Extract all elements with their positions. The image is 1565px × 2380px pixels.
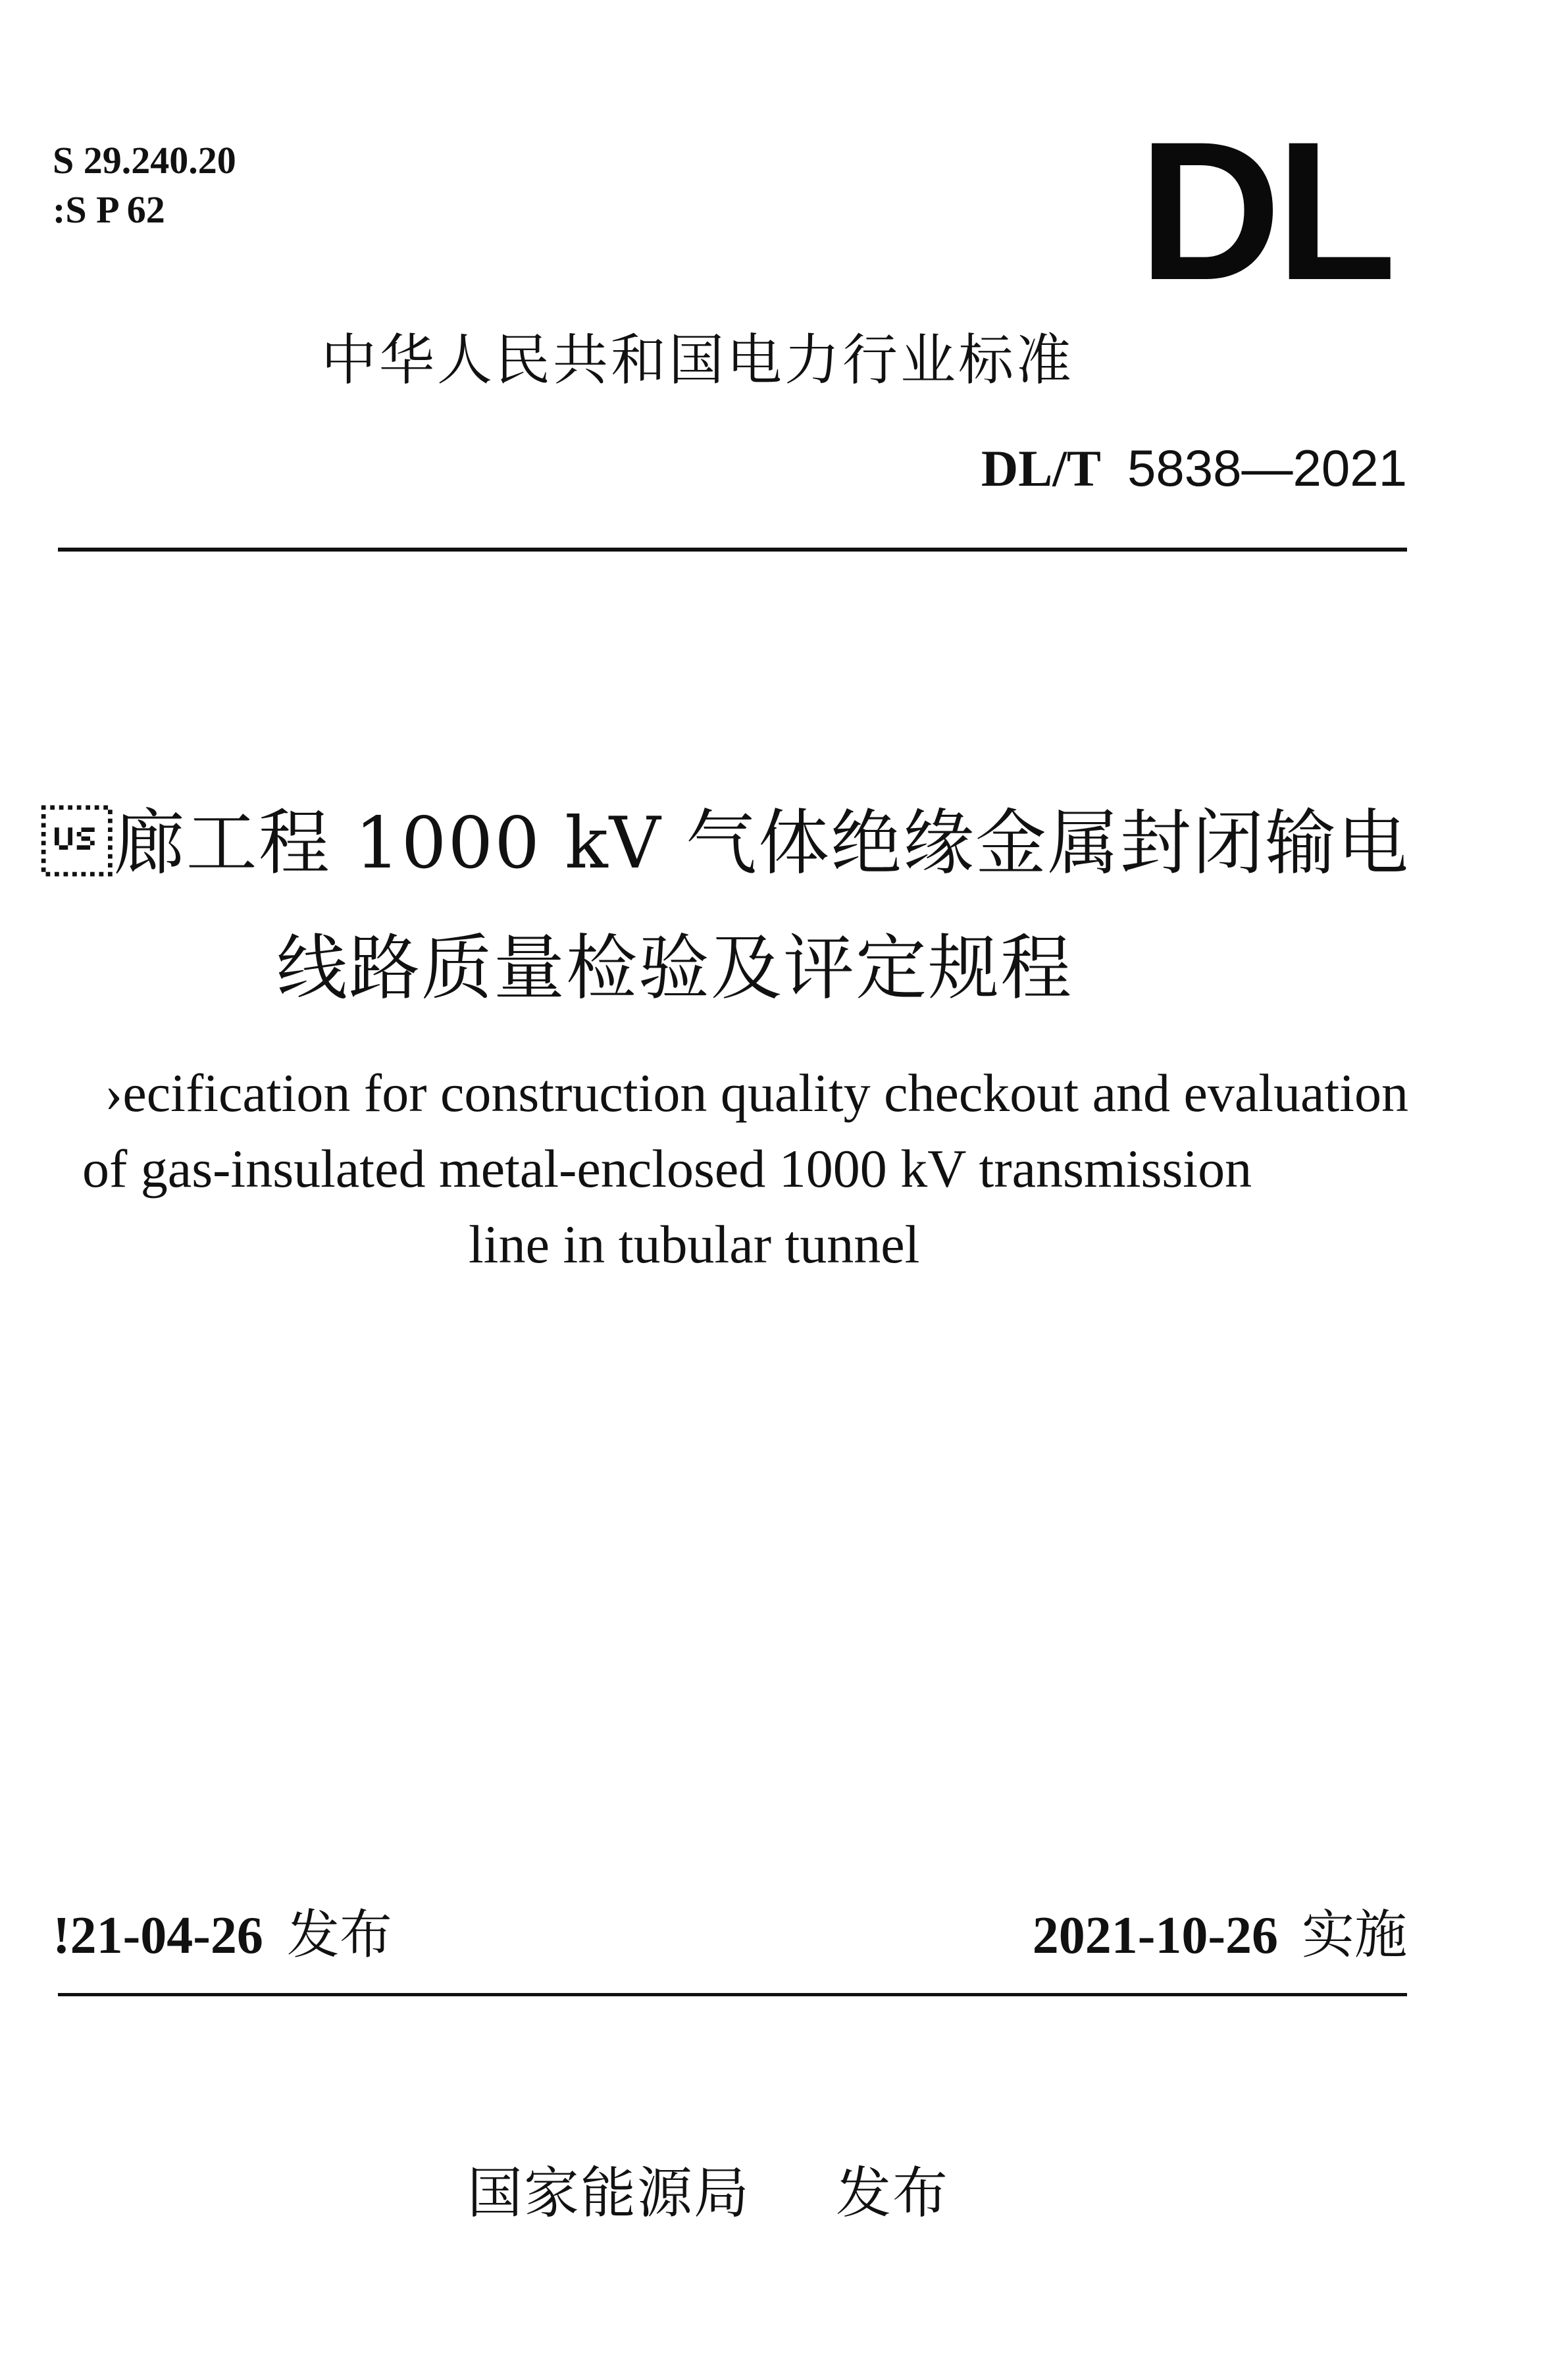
- ics-code: S 29.240.20: [53, 139, 236, 182]
- publisher: [467, 2161, 950, 2225]
- chinese-title-line-1: 廊工程 1000 kV 气体绝缘金属封闭输电: [41, 802, 1410, 885]
- publisher-name: 国家能源局: [467, 2161, 751, 2225]
- ccs-code: :S P 62: [53, 188, 165, 231]
- bottom-divider: [58, 1993, 1407, 1996]
- publish-label: 发布: [836, 2161, 950, 2225]
- top-divider: [58, 548, 1407, 552]
- standard-prefix: DL/T: [981, 440, 1101, 497]
- english-title-line-1: ›ecification for construction quality checkout and evaluation: [105, 1063, 1408, 1123]
- implementation-date-label: 实施: [1302, 1904, 1407, 1965]
- standard-number-value: 5838—2021: [1127, 439, 1407, 497]
- dl-logo: DL: [1139, 100, 1391, 321]
- chinese-title-line-2: 线路质量检验及评定规程: [276, 927, 1073, 1010]
- implementation-date: [1032, 1904, 1407, 1965]
- issue-date-label: 发布: [286, 1904, 392, 1965]
- english-title-line-3: line in tubular tunnel: [469, 1214, 920, 1274]
- english-title-line-2: of gas-insulated metal-enclosed 1000 kV transmission: [82, 1139, 1252, 1199]
- implementation-date-value: 2021-10-26: [1032, 1907, 1278, 1965]
- standard-number: [981, 439, 1407, 497]
- issue-date-value: !21-04-26: [53, 1907, 263, 1965]
- industry-standard-heading: 中华人民共和国电力行业标准: [321, 328, 1075, 392]
- issue-date: [53, 1904, 392, 1965]
